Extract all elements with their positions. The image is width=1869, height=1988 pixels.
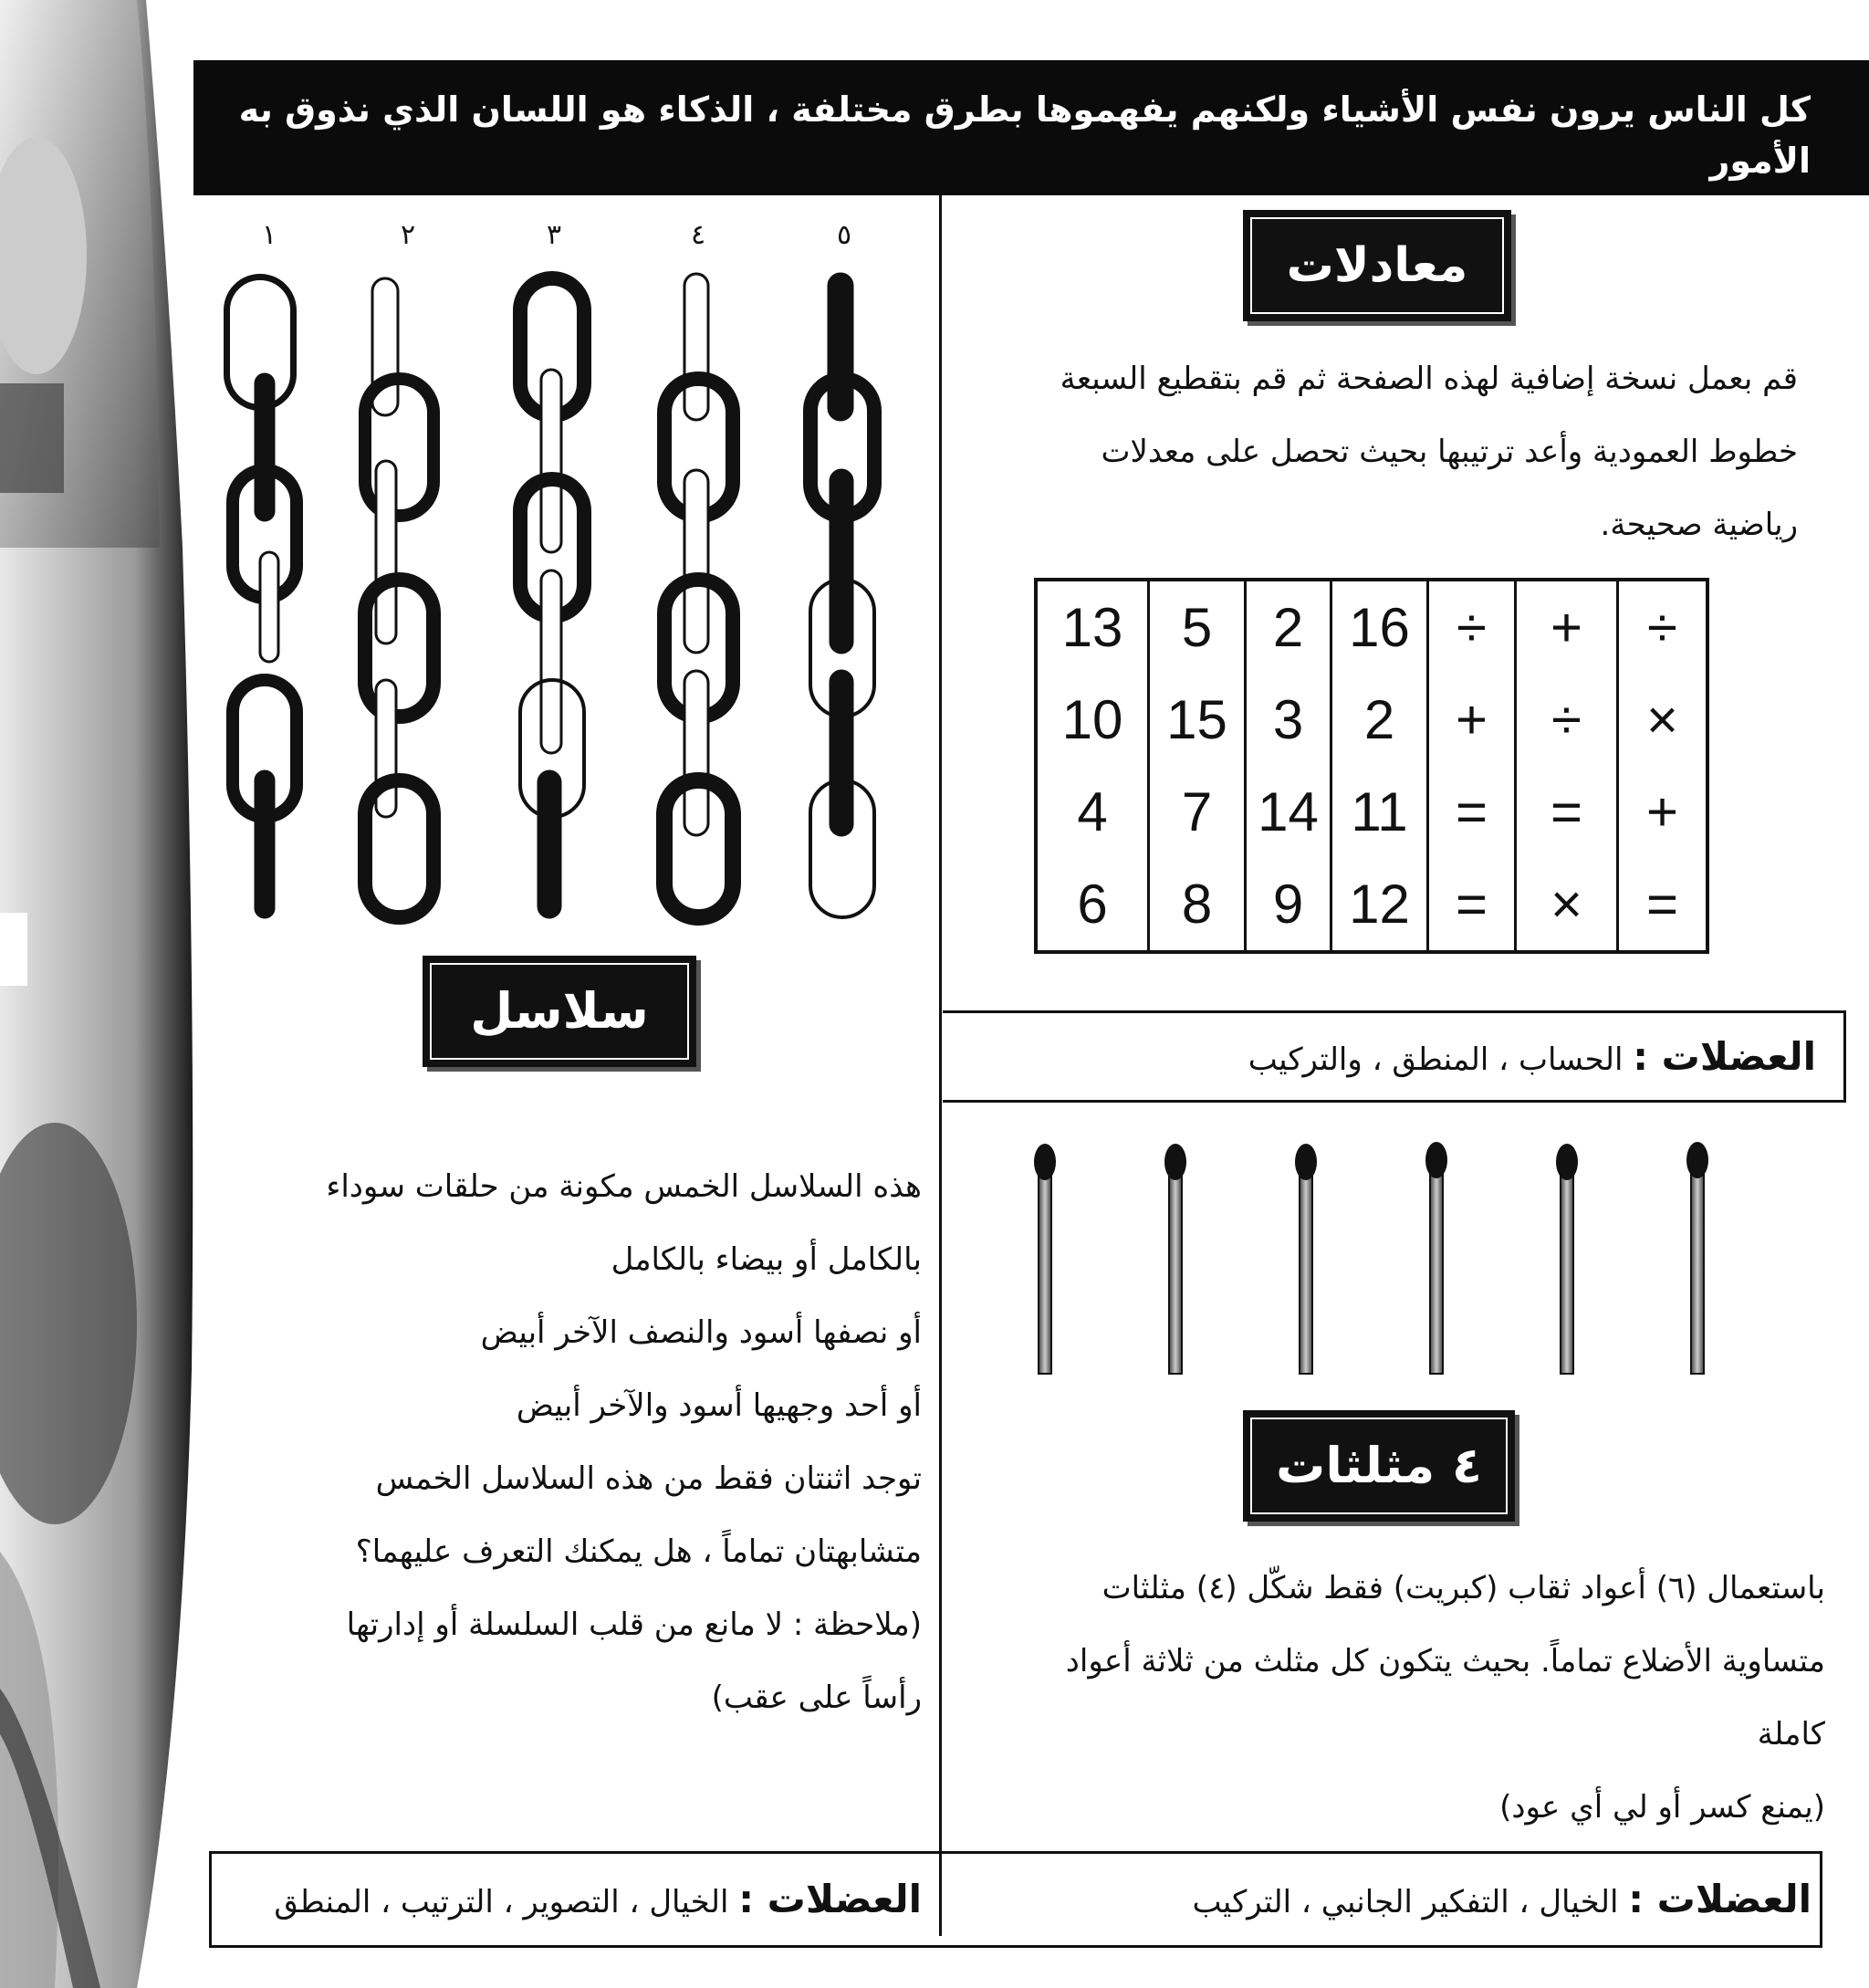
table-cell: 13 <box>1061 597 1123 658</box>
chain-labels <box>251 219 890 256</box>
text-line: كاملة <box>1757 1716 1825 1753</box>
text-line: (يمنع كسر أو لي أي عود) <box>1499 1789 1825 1826</box>
bottom-muscles-left-line <box>209 1851 212 1948</box>
matchstick <box>1164 1144 1186 1374</box>
table-cell: + <box>1550 597 1583 658</box>
instruction-line: قم بعمل نسخة إضافية لهذه الصفحة ثم قم بتقطيع السبعة <box>1060 361 1798 397</box>
decorative-photo-strip <box>0 0 210 1988</box>
chain-label-2: ٢ <box>400 219 416 251</box>
equation-strip <box>1038 581 1147 950</box>
chain-3 <box>520 278 584 917</box>
table-cell: 5 <box>1181 597 1213 658</box>
table-cell: 12 <box>1349 874 1410 935</box>
equations-instructions <box>976 342 1798 561</box>
triangles-muscles <box>967 1858 1812 1941</box>
chain-label-1: ١ <box>261 219 277 251</box>
instruction-line: خطوط العمودية وأعد ترتيبها بحيث تحصل على معدلات <box>1101 434 1798 470</box>
text-line: متشابهتان تماماً ، هل يمكنك التعرف عليهما؟ <box>355 1533 922 1570</box>
text-line: (ملاحظة : لا مانع من قلب السلسلة أو إدارتها <box>346 1606 922 1643</box>
chains-muscles <box>219 1858 922 1941</box>
equation-strip <box>1514 581 1616 950</box>
table-cell: 14 <box>1258 781 1319 842</box>
table-cell: = <box>1455 874 1488 935</box>
chain-1 <box>228 278 297 917</box>
table-cell: 2 <box>1272 597 1304 658</box>
chain-label-3: ٣ <box>546 219 562 251</box>
table-cell: = <box>1455 781 1488 842</box>
muscles-label: العضلات : <box>1633 1034 1816 1079</box>
table-cell: 8 <box>1181 874 1213 935</box>
equation-strip <box>1330 581 1426 950</box>
bottom-muscles-bottom-line <box>209 1945 1822 1948</box>
table-cell: × <box>1550 874 1583 935</box>
matchsticks-illustration <box>1013 1136 1743 1383</box>
equations-muscles-bottom-line <box>943 1100 1846 1103</box>
equation-strip <box>1147 581 1244 950</box>
muscles-text: الخيال ، التفكير الجانبي ، التركيب <box>1192 1884 1619 1920</box>
muscles-text: الحساب ، المنطق ، والتركيب <box>1248 1041 1624 1078</box>
table-cell: × <box>1645 689 1679 750</box>
matchstick <box>1556 1144 1578 1374</box>
banner-text: كل الناس يرون نفس الأشياء ولكنهم يفهموها بطرق مختلفة ، الذكاء هو اللسان الذي نذوق به الأمور <box>238 89 1811 181</box>
equations-muscles <box>967 1020 1816 1093</box>
table-cell: 7 <box>1181 781 1213 842</box>
table-cell: ÷ <box>1457 597 1487 658</box>
table-cell: 6 <box>1077 874 1108 935</box>
text-line: أو أحد وجهيها أسود والآخر أبيض <box>516 1387 922 1424</box>
chain-label-4: ٤ <box>690 219 706 251</box>
text-line: رأساً على عقب) <box>711 1679 922 1716</box>
muscles-label: العضلات : <box>1628 1877 1812 1921</box>
chain-4 <box>664 274 733 917</box>
muscles-text: الخيال ، التصوير ، الترتيب ، المنطق <box>274 1884 729 1920</box>
table-cell: + <box>1455 689 1488 750</box>
table-cell: 2 <box>1363 689 1395 750</box>
text-line: باستعمال (٦) أعواد ثقاب (كبريت) فقط شكّل (٤) مثلثات <box>1102 1570 1825 1606</box>
text-line: بالكامل أو بيضاء بالكامل <box>611 1241 922 1278</box>
chain-label-5: ٥ <box>836 219 852 251</box>
table-cell: 3 <box>1272 689 1304 750</box>
text-line: توجد اثنتان فقط من هذه السلاسل الخمس <box>375 1460 922 1497</box>
table-cell: 15 <box>1166 689 1227 750</box>
triangles-title: ٤ مثلثات <box>1243 1410 1515 1522</box>
chains-text <box>219 1150 922 1734</box>
table-cell: 9 <box>1272 874 1304 935</box>
equation-strip <box>1426 581 1514 950</box>
equations-table <box>1034 578 1709 954</box>
equations-title: معادلات <box>1243 210 1511 321</box>
center-divider <box>939 195 942 1936</box>
quote-banner <box>193 60 1869 195</box>
equations-muscles-top-line <box>943 1010 1846 1013</box>
equation-strip <box>1244 581 1330 950</box>
matchstick <box>1425 1142 1447 1374</box>
table-cell: ÷ <box>1647 597 1677 658</box>
text-line: هذه السلاسل الخمس مكونة من حلقات سوداء <box>326 1168 922 1205</box>
matchstick <box>1686 1142 1708 1374</box>
table-cell: ÷ <box>1551 689 1582 750</box>
table-cell: 11 <box>1351 781 1408 842</box>
text-line: أو نصفها أسود والنصف الآخر أبيض <box>480 1314 922 1351</box>
matchstick <box>1034 1144 1056 1374</box>
table-cell: 16 <box>1349 597 1410 658</box>
chains-illustration <box>210 260 922 926</box>
table-cell: + <box>1645 781 1679 842</box>
triangles-text <box>967 1552 1825 1844</box>
matchstick <box>1295 1144 1317 1374</box>
table-cell: = <box>1645 874 1679 935</box>
text-line: متساوية الأضلاع تماماً. بحيث يتكون كل مثلث من ثلاثة أعواد <box>1065 1643 1825 1679</box>
muscles-label: العضلات : <box>738 1877 922 1921</box>
chain-2 <box>365 278 433 917</box>
bottom-muscles-top-line <box>209 1851 1822 1854</box>
bottom-muscles-right-line <box>1820 1851 1822 1948</box>
table-cell: 4 <box>1077 781 1108 842</box>
table-cell: 10 <box>1061 689 1123 750</box>
table-cell: = <box>1550 781 1583 842</box>
chain-5 <box>810 274 874 917</box>
equation-strip <box>1616 581 1706 950</box>
instruction-line: رياضية صحيحة. <box>1600 507 1798 543</box>
chains-title: سلاسل <box>423 956 696 1067</box>
equations-muscles-right-line <box>1843 1010 1846 1103</box>
